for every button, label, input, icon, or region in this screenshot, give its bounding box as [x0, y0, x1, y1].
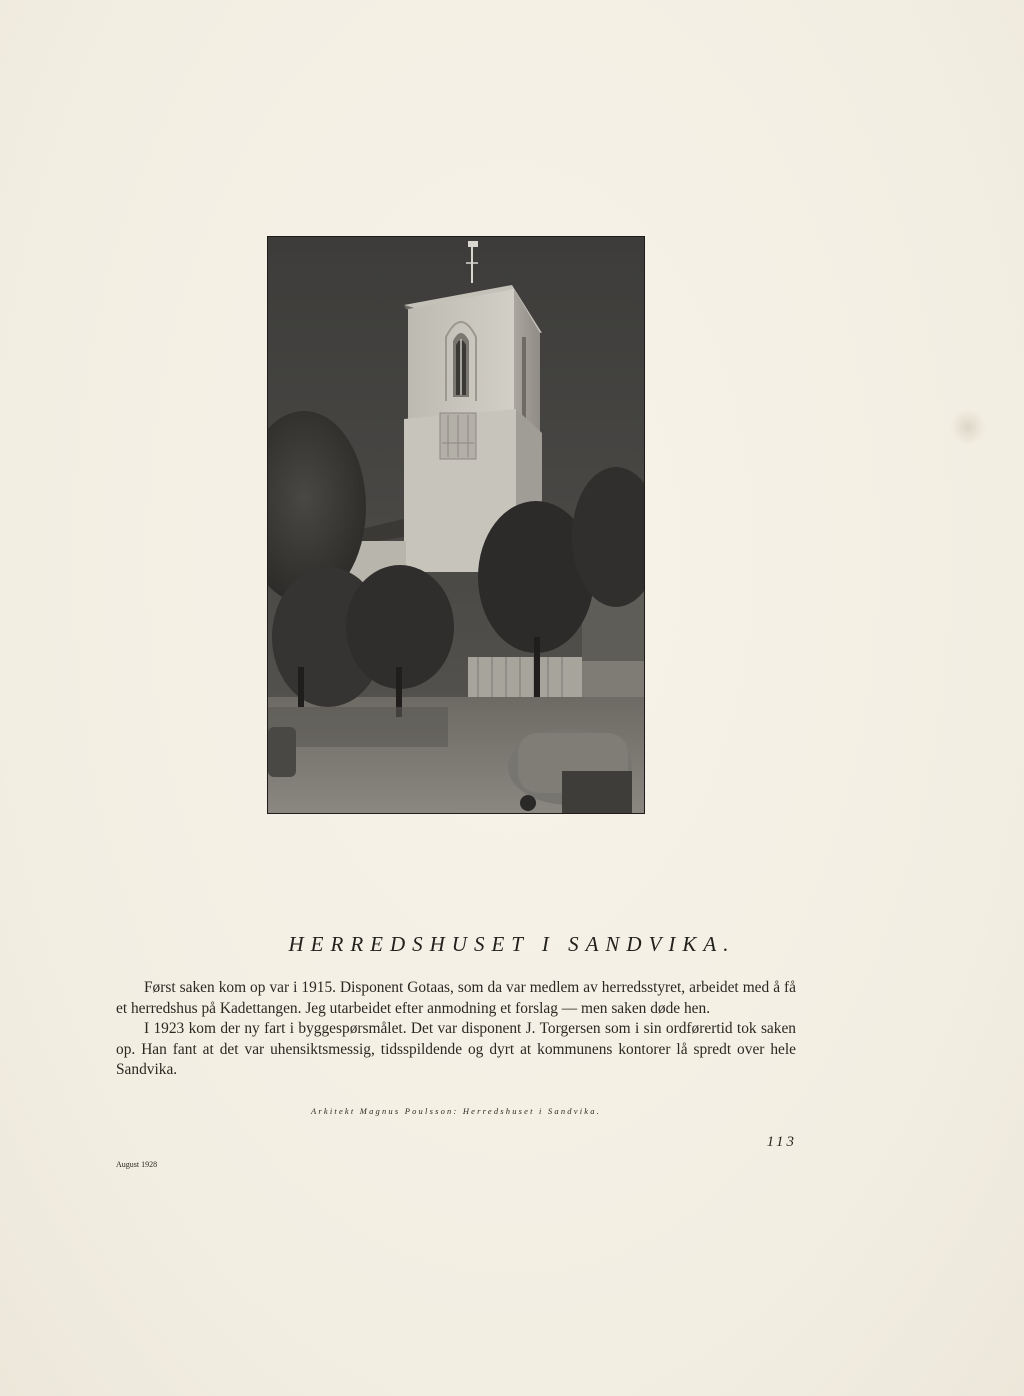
- article-body: [116, 978, 796, 1081]
- paragraph-2: I 1923 kom der ny fart i byggespørsmålet. Det var disponent J. Torgersen som i sin ordførertid tok saken op. Han fant at det var uhensiktsmessig, tidsspildende og dyrt at kommunens kontorer lå spredt over hele Sandvika.: [116, 1020, 796, 1079]
- building-photograph: [267, 236, 645, 814]
- page-number: 113: [766, 1134, 797, 1150]
- photo-caption: Arkitekt Magnus Poulsson: Herredshuset i Sandvika.: [310, 1106, 602, 1116]
- paragraph-1: Først saken kom op var i 1915. Disponent Gotaas, som da var medlem av herredsstyret, arbeidet med å få et herredshus på Kadettangen. Jeg utarbeidet efter anmodning et forslag — men saken døde hen.: [116, 979, 796, 1017]
- article-title: HERREDSHUSET I SANDVIKA.: [288, 932, 736, 956]
- paper-stain: [950, 410, 986, 444]
- issue-date: August 1928: [116, 1160, 158, 1169]
